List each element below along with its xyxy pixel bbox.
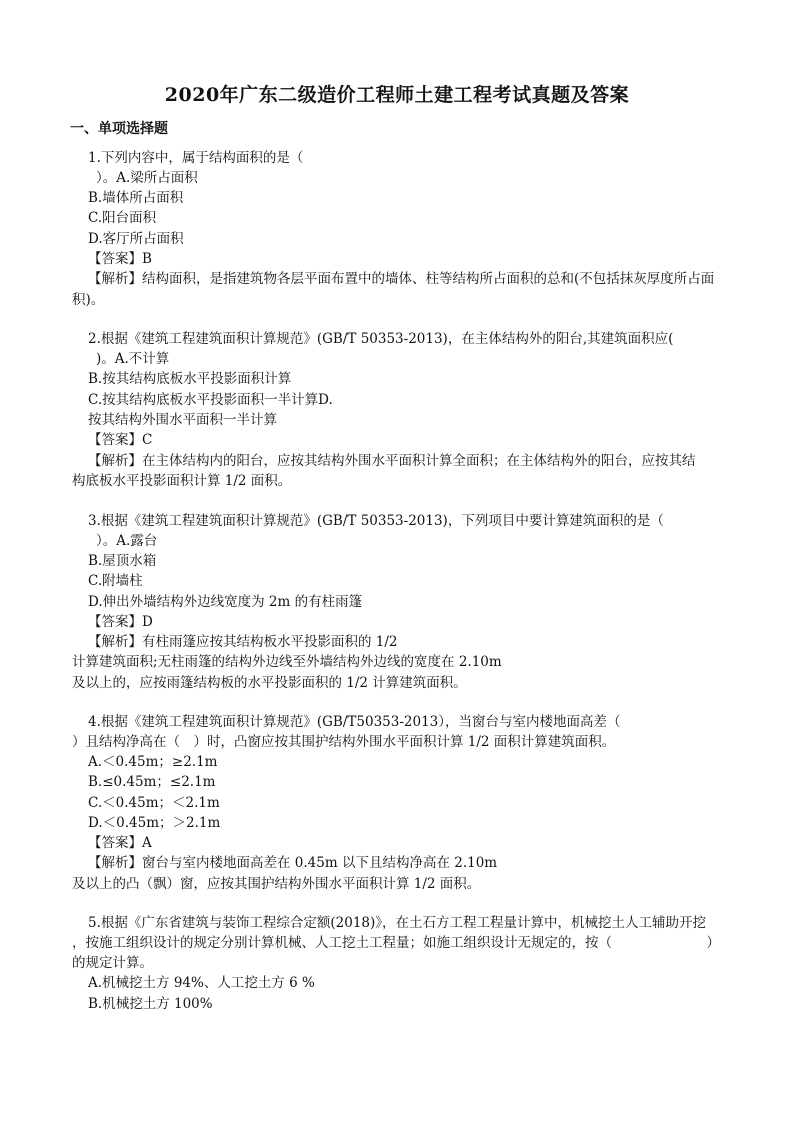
text-line: 构底板水平投影面积计算 1/2 面积。	[72, 473, 292, 489]
text-line: 及以上的凸（飘）窗，应按其围护结构外围水平面积计算 1/2 面积。	[72, 876, 481, 892]
text-line: 【解析】有柱雨篷应按其结构板水平投影面积的 1/2	[88, 634, 398, 650]
text-line: ）。A.露台	[96, 533, 158, 549]
text-line: B.≤0.45m；≤2.1m	[88, 774, 216, 790]
text-line: 【解析】结构面积，是指建筑物各层平面布置中的墙体、柱等结构所占面积的总和(不包括抹灰厚度所占面	[88, 271, 715, 287]
text-line: C.＜0.45m；＜2.1m	[88, 795, 220, 811]
text-line: D.＜0.45m；＞2.1m	[88, 815, 221, 831]
text-line: A.机械挖土方 94%、人工挖土方 6 %	[88, 975, 315, 991]
text-line: B.按其结构底板水平投影面积计算	[88, 371, 292, 387]
text-line: 及以上的，应按雨篷结构板的水平投影面积的 1/2 计算建筑面积。	[72, 675, 467, 691]
text-line: C.按其结构底板水平投影面积一半计算D.	[88, 392, 333, 408]
text-line: 【解析】在主体结构内的阳台，应按其结构外围水平面积计算全面积；在主体结构外的阳台，应按其结	[88, 453, 696, 469]
text-line: D.客厅所占面积	[88, 231, 184, 247]
text-line: )。A.不计算	[96, 351, 170, 367]
text-line: 【答案】B	[88, 251, 152, 267]
text-line: A.＜0.45m；≥2.1m	[88, 754, 218, 770]
document-title: 2020年广东二级造价工程师土建工程考试真题及答案	[164, 84, 630, 106]
text-line: 3.根据《建筑工程建筑面积计算规范》(GB/T 50353-2013)，下列项目中要计算建筑面积的是（	[88, 513, 664, 529]
text-line: C.附墙柱	[88, 573, 143, 589]
text-line: ，按施工组织设计的规定分别计算机械、人工挖土工程量；如施工组织设计无规定的，按（ ）	[72, 935, 720, 951]
text-line: 2.根据《建筑工程建筑面积计算规范》(GB/T 50353-2013)，在主体结构外的阳台,其建筑面积应(	[88, 331, 674, 347]
text-line: C.阳台面积	[88, 210, 157, 226]
section-heading: 一、单项选择题	[70, 121, 168, 137]
text-line: 的规定计算。	[72, 955, 153, 971]
text-line: 计算建筑面积;无柱雨篷的结构外边线至外墙结构外边线的宽度在 2.10m	[72, 654, 502, 670]
text-line: 【答案】A	[88, 835, 152, 851]
text-line: 按其结构外围水平面积一半计算	[88, 412, 277, 428]
text-line: 5.根据《广东省建筑与装饰工程综合定额(2018)》，在土石方工程工程量计算中，机械挖土人工辅助开挖	[88, 915, 707, 931]
text-line: 1.下列内容中，属于结构面积的是（	[88, 150, 304, 166]
text-line: ）且结构净高在（ ）时，凸窗应按其围护结构外围水平面积计算 1/2 面积计算建筑面积。	[72, 734, 616, 750]
text-line: 【答案】D	[88, 614, 153, 630]
text-line: D.伸出外墙结构外边线宽度为 2m 的有柱雨篷	[88, 594, 363, 610]
text-line: B.墙体所占面积	[88, 190, 184, 206]
text-line: B.机械挖土方 100%	[88, 996, 213, 1012]
text-line: 【答案】C	[88, 432, 153, 448]
text-line: 4.根据《建筑工程建筑面积计算规范》(GB/T50353-2013），当窗台与室内楼地面高差（	[88, 714, 621, 730]
text-line: 积)。	[72, 292, 105, 308]
text-line: 【解析】窗台与室内楼地面高差在 0.45m 以下且结构净高在 2.10m	[88, 855, 498, 871]
text-line: ）。A.梁所占面积	[96, 170, 198, 186]
text-line: B.屋顶水箱	[88, 553, 157, 569]
